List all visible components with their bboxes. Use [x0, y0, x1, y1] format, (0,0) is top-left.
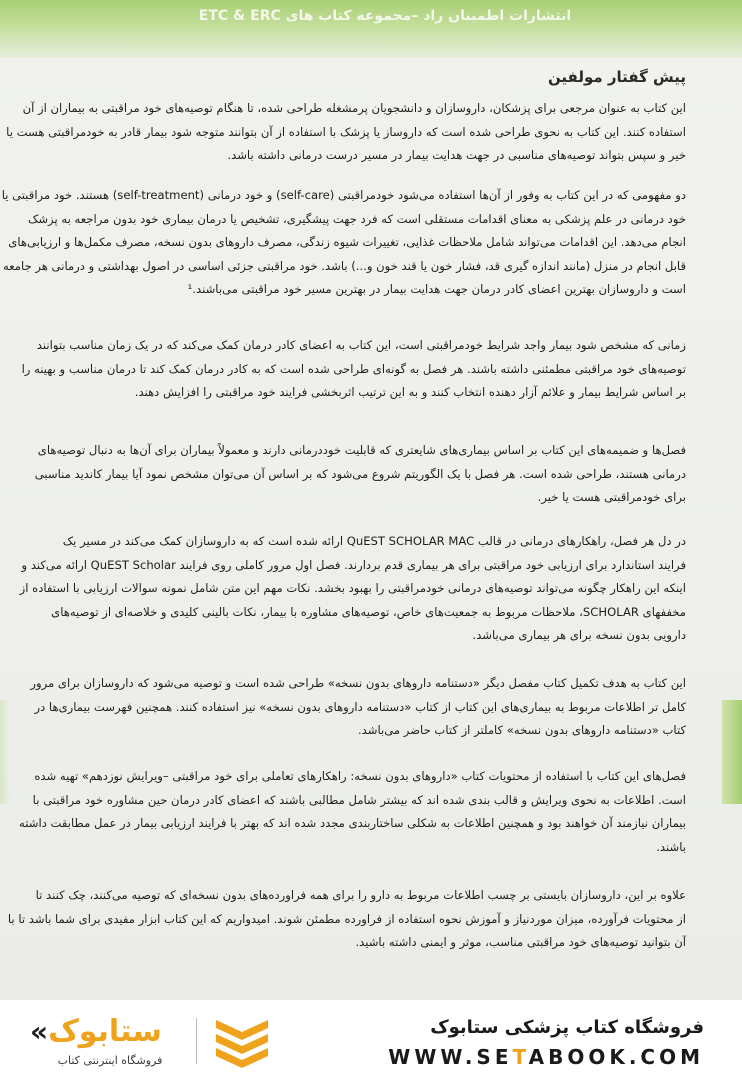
text-line: خود درمانی در علم پزشکی به معنای اقدامات مستقلی است که فرد جهت پیشگیری، تشخیص یا درمان بیماری خود بدون مراجعه به پزشک	[27, 211, 686, 226]
text-line: است. اطلاعات به نحوی ویرایش و قالب بندی شده اند که بیشتر شامل مطالبی باشند که اعضای کادر درمان حین مشاوره خود مراقبتی با	[32, 792, 686, 807]
paragraph-4	[34, 439, 686, 510]
text-line: برای خودمراقبتی هست یا خیر.	[537, 490, 686, 505]
paragraph-2	[1, 184, 686, 302]
paragraph-1	[6, 97, 686, 168]
text-line: آن بتوانید توصیه‌های خود مراقبتی مناسب، موثر و ایمنی داشته باشید.	[355, 935, 686, 950]
text-line: بیماران نیازمند آن خواهند بود و همچنین اطلاعات به شکلی ساختاربندی مجدد شده اند که بهتر با فرایند ارزیابی بیمار در عمل مطابقت داشته	[19, 816, 686, 831]
text-line: خیر و سپس بتواند توصیه‌های مناسبی در جهت هدایت بیمار در مسیر درست درمانی داشته باشد.	[227, 148, 686, 163]
store-url[interactable]	[344, 1044, 704, 1070]
paragraph-8	[7, 884, 686, 955]
chevrons-left-icon: «	[30, 1015, 49, 1048]
paragraph-6	[30, 672, 686, 743]
text-line: این کتاب به عنوان مرجعی برای پزشکان، داروسازان و دانشجویان پرمشغله طراحی شده، تا هنگام توصیه‌های خود مراقبتی به بیماران از آن	[22, 101, 686, 115]
text-line: کتاب «دستنامه داروهای بدون نسخه» کاملتر از کتاب حاضر می‌باشد.	[358, 723, 686, 738]
store-name: فروشگاه کتاب پزشکی ستابوک	[430, 1017, 704, 1038]
text-line: انجام می‌دهد. این اقدامات می‌تواند شامل ملاحظات غذایی، تغییرات شیوه زندگی، مصرف داروهای بدون نسخه، مصرف مکمل‌ها و ارزیابی‌های	[8, 235, 686, 250]
paragraph-7	[19, 765, 686, 859]
store-logo-wordmark: ستابوک	[48, 1014, 162, 1049]
logo-tagline: فروشگاه اینترنتی کتاب	[57, 1054, 163, 1067]
text-line: فصل‌ها و ضمیمه‌های این کتاب بر اساس بیماری‌های شایعتری که قابلیت خوددرمانی دارند و معمولاً بیماران برای آن‌ها به دنبال توصیه‌های	[37, 443, 686, 457]
text-line: باشند.	[656, 839, 686, 854]
text-line: درمانی هستند، طراحی شده است. هر فصل با یک الگوریتم شروع می‌شود که بر اساس آن می‌توان مشخص نمود آیا بیمار کاندید مناسبی	[34, 466, 686, 481]
store-footer	[0, 1000, 742, 1079]
text-line: است و داروسازان بهترین اعضای کادر درمان جهت هدایت بیمار در بهترین مسیر خود مراقبتی می‌باشند.¹	[187, 282, 686, 297]
logo-divider	[196, 1018, 197, 1064]
text-line: از محتویات فرآورده، میزان موردنیاز و آموزش نحوه استفاده از فراورده مطمئن شوند. امیدواریم که این کتاب ابزار مفیدی برای شما باشد تا با	[7, 911, 686, 926]
text-line: دارویی بدون نسخه برای هر بیماری می‌باشد.	[472, 628, 686, 643]
text-line: دو مفهومی که در این کتاب به وفور از آن‌ها استفاده می‌شود خودمراقبتی (self-care) و خود درمانی (self-treatment) هستند. خود مراقبتی یا	[1, 188, 686, 202]
text-line: زمانی که مشخص شود بیمار واجد شرایط خودمراقبتی است، این کتاب به اعضای کادر درمان کمک می‌کند که در یک زمان مناسب بتوانند	[36, 338, 686, 352]
text-line: فرایند استاندارد برای ارزیابی خود مراقبتی برای هر بیماری قدم بردارند. فصل اول مرور کاملی روی فرایند QuEST Scholar ارائه می‌کند و	[21, 557, 686, 572]
text-line: کامل تر اطلاعات مربوط به بیماری‌های این کتاب از کتاب «دستنامه داروهای بدون نسخه» نیز استفاده کنند. همچنین فهرست بیماری‌ها در	[34, 699, 686, 714]
text-line: اینکه این راهکار چگونه می‌تواند توصیه‌های درمانی خودمراقبتی را بهبود بخشد. نکات مهم این متن شامل نمونه سوالات ارزیابی با استفاده از	[19, 581, 686, 596]
text-line: استفاده کنند. این کتاب به نحوی طراحی شده است که داروساز یا پزشک با استفاده از آن بتوانند متوجه شود بیمار قادر به خودمراقبتی هست یا	[6, 124, 686, 139]
text-line: بر اساس شرایط بیمار و علائم آزار دهنده انتخاب کنند و به این ترتیب اثربخشی فرایند خود مراقبتی را افزایش دهند.	[134, 385, 686, 400]
chevron-emblem-icon	[212, 1014, 272, 1068]
url-prefix: WWW.SE	[388, 1045, 513, 1069]
url-accent-letter: T	[512, 1045, 529, 1069]
text-line: فصل‌های این کتاب با استفاده از محتویات کتاب «داروهای بدون نسخه: راهکارهای تعاملی برای خود مراقبتی –ویرایش نوزدهم» تهیه شده	[34, 769, 686, 783]
text-line: علاوه بر این، داروسازان بایستی بر چسب اطلاعات مربوط به دارو را برای همه فراورده‌های بدون نسخه‌ای که توصیه می‌کنند، چک کنند تا	[35, 888, 686, 902]
side-shadow	[0, 700, 10, 804]
text-line: مخففهای SCHOLAR، ملاحظات مربوط به جمعیت‌های خاص، توصیه‌های مشاوره با بیمار، نکات بالینی کلیدی و خلاصه‌ای از توصیه‌های	[51, 604, 686, 619]
text-line: این کتاب به هدف تکمیل کتاب مفصل دیگر «دستنامه داروهای بدون نسخه» طراحی شده است و توصیه می‌شود که داروسازان برای مرور	[30, 676, 686, 690]
side-tab-marker	[722, 700, 742, 804]
paragraph-5	[19, 530, 686, 648]
url-suffix: ABOOK.COM	[528, 1045, 704, 1069]
paragraph-3	[21, 334, 686, 405]
text-line: قابل انجام در منزل (مانند اندازه گیری قد، فشار خون یا قند خون و...) باشد. خود مراقبتی جزئی اساسی در اصول بهداشتی و درمانی هر جامعه	[2, 258, 686, 273]
header-band	[0, 0, 742, 58]
header-title: انتشارات اطمینان راد –مجموعه کتاب های ETC & ERC	[198, 8, 572, 24]
text-line: توصیه‌های خود مراقبتی مطمئنی داشته باشند. هر فصل به گونه‌ای طراحی شده است که به کادر درمان کمک کند تا درمان مناسب و بهینه را	[21, 361, 686, 376]
text-line: در دل هر فصل، راهکارهای درمانی در قالب QuEST SCHOLAR MAC ارائه شده است که به داروسازان کمک می‌کند در مسیر یک	[62, 534, 686, 548]
page-heading: پیش گفتار مولفین	[547, 68, 686, 86]
